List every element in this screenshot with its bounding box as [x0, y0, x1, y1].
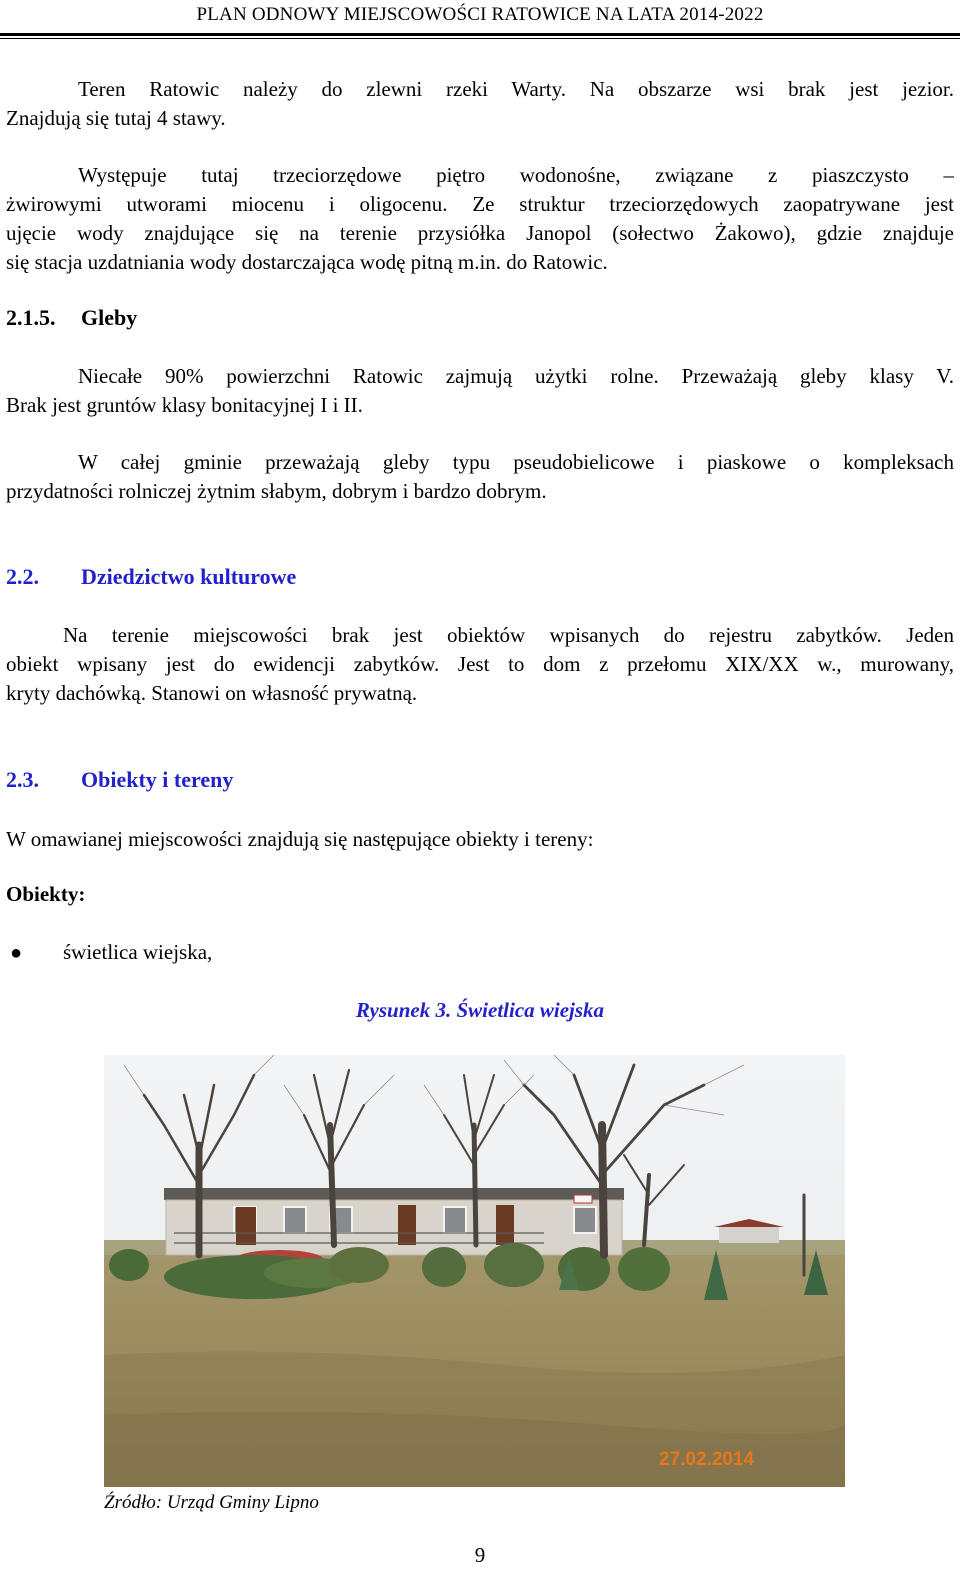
header-rule [0, 33, 960, 36]
text-line: Teren Ratowic należy do zlewni rzeki Warty. Na obszarze wsi brak jest jezior. [78, 77, 954, 101]
text-line: Znajdują się tutaj 4 stawy. [6, 106, 226, 130]
paragraph-heritage [6, 621, 954, 708]
heading-number: 2.1.5. [6, 305, 56, 330]
heading-number: 2.3. [6, 767, 39, 792]
page-number: 9 [474, 1543, 486, 1567]
photo-village-hall [104, 1055, 845, 1487]
text-line: przydatności rolniczej żytnim słabym, dobrym i bardzo dobrym. [6, 479, 547, 503]
text-line: Na terenie miejscowości brak jest obiektów wpisanych do rejestru zabytków. Jeden [63, 623, 954, 647]
figure-caption: Rysunek 3. Świetlica wiejska [355, 998, 605, 1022]
section-heading-objects [6, 767, 906, 797]
running-header: PLAN ODNOWY MIEJSCOWOŚCI RATOWICE NA LATA 2014-2022 [196, 4, 764, 25]
section-heading-soils [6, 305, 906, 335]
heading-title: Gleby [81, 305, 138, 330]
text-line: obiekt wpisany jest do ewidencji zabytków. Jest to dom z przełomu XIX/XX w., murowany, [6, 652, 954, 676]
list-item: świetlica wiejska, [63, 940, 213, 964]
text-line: W całej gminie przeważają gleby typu pseudobielicowe i piaskowe o kompleksach [78, 450, 954, 474]
text-line: ujęcie wody znajdujące się na terenie przysiółka Janopol (sołectwo Żakowo), gdzie znajduje [6, 221, 954, 245]
heading-title: Obiekty i tereny [81, 767, 234, 792]
header-rule-thin [0, 38, 960, 39]
paragraph-soils [6, 362, 954, 420]
figure-source: Źródło: Urząd Gminy Lipno [104, 1492, 319, 1513]
objects-label: Obiekty: [6, 882, 86, 906]
text-line: Niecałe 90% powierzchni Ratowic zajmują użytki rolne. Przeważają gleby klasy V. [78, 364, 954, 388]
heading-number: 2.2. [6, 564, 39, 589]
text-line: Występuje tutaj trzeciorzędowe piętro wodonośne, związane z piaszczysto – [78, 163, 954, 187]
text-line: Brak jest gruntów klasy bonitacyjnej I i II. [6, 393, 363, 417]
section-heading-heritage [6, 564, 906, 594]
photo-date-stamp: 27.02.2014 [659, 1449, 755, 1470]
paragraph-aquifer [6, 161, 954, 277]
heading-title: Dziedzictwo kulturowe [81, 564, 297, 589]
text-line: się stacja uzdatniania wody dostarczająca wodę pitną m.in. do Ratowic. [6, 250, 608, 274]
paragraph-objects-intro [6, 825, 954, 854]
paragraph-hydrology [6, 75, 954, 133]
text-line: kryty dachówką. Stanowi on własność prywatną. [6, 681, 418, 705]
text-line: żwirowymi utworami miocenu i oligocenu. Ze struktur trzeciorzędowych zaopatrywane jest [6, 192, 954, 216]
bullet-icon: ● [10, 942, 23, 964]
paragraph-soil-types [6, 448, 954, 506]
text-line: W omawianej miejscowości znajdują się następujące obiekty i tereny: [6, 827, 594, 851]
